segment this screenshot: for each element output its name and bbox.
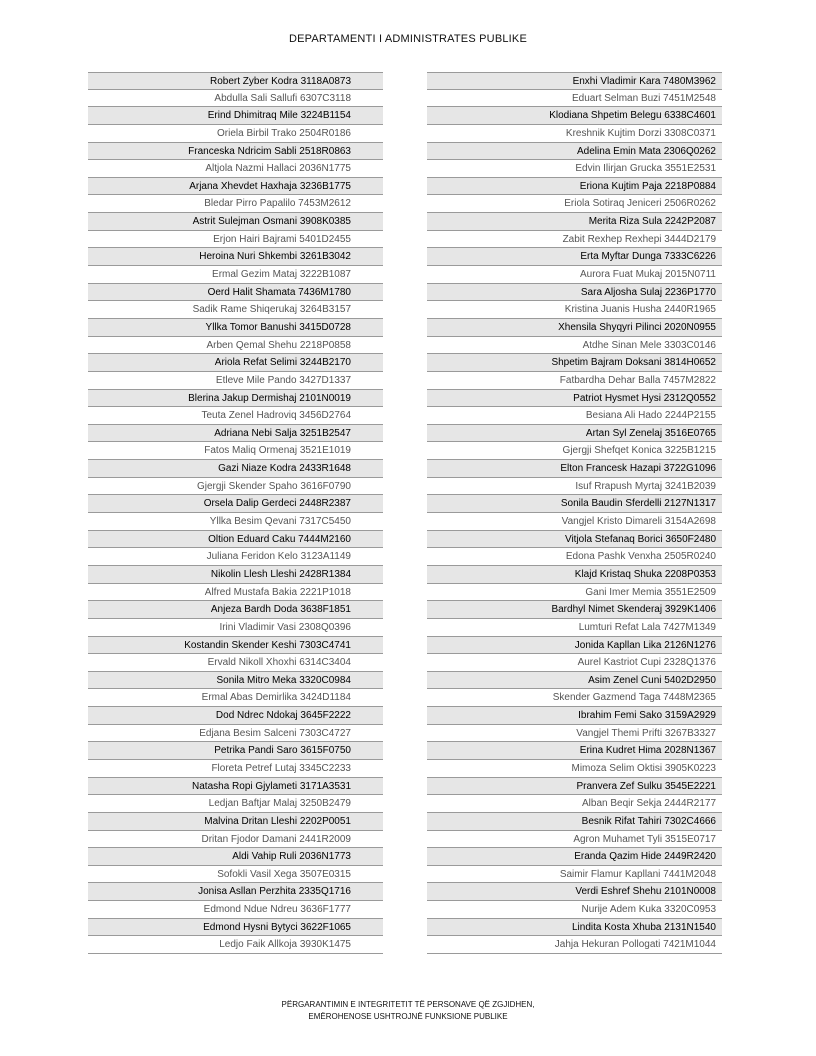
- right-list-row: Patriot Hysmet Hysi 2312Q0552: [427, 390, 722, 408]
- left-list-row: Dritan Fjodor Damani 2441R2009: [88, 831, 383, 849]
- left-list-row: Malvina Dritan Lleshi 2202P0051: [88, 813, 383, 831]
- right-list-row: Fatbardha Dehar Balla 7457M2822: [427, 372, 722, 390]
- right-list-row: Verdi Eshref Shehu 2101N0008: [427, 883, 722, 901]
- left-list-row: Aldi Vahip Ruli 2036N1773: [88, 848, 383, 866]
- right-list-row: Eriona Kujtim Paja 2218P0884: [427, 178, 722, 196]
- left-list-row: Edmond Hysni Bytyci 3622F1065: [88, 919, 383, 937]
- left-list-row: Edmond Ndue Ndreu 3636F1777: [88, 901, 383, 919]
- right-list-row: Eranda Qazim Hide 2449R2420: [427, 848, 722, 866]
- left-list-row: Petrika Pandi Saro 3615F0750: [88, 742, 383, 760]
- left-list-row: Ervald Nikoll Xhoxhi 6314C3404: [88, 654, 383, 672]
- left-list-row: Gjergji Skender Spaho 3616F0790: [88, 478, 383, 496]
- right-list-row: Saimir Flamur Kapllani 7441M2048: [427, 866, 722, 884]
- right-list-row: Erina Kudret Hima 2028N1367: [427, 742, 722, 760]
- right-list-row: Mimoza Selim Oktisi 3905K0223: [427, 760, 722, 778]
- left-list-row: Kostandin Skender Keshi 7303C4741: [88, 637, 383, 655]
- right-list-row: Klajd Kristaq Shuka 2208P0353: [427, 566, 722, 584]
- left-list-row: Adriana Nebi Salja 3251B2547: [88, 425, 383, 443]
- left-list-row: Yllka Besim Qevani 7317C5450: [88, 513, 383, 531]
- left-list-row: Anjeza Bardh Doda 3638F1851: [88, 601, 383, 619]
- left-list-row: Oltion Eduard Caku 7444M2160: [88, 531, 383, 549]
- left-list-row: Oriela Birbil Trako 2504R0186: [88, 125, 383, 143]
- left-list-row: Abdulla Sali Sallufi 6307C3118: [88, 90, 383, 108]
- left-list-row: Ledjan Baftjar Malaj 3250B2479: [88, 795, 383, 813]
- left-list-row: Nikolin Llesh Lleshi 2428R1384: [88, 566, 383, 584]
- right-list-row: Edvin Ilirjan Grucka 3551E2531: [427, 160, 722, 178]
- right-list-row: Aurora Fuat Mukaj 2015N0711: [427, 266, 722, 284]
- left-list-row: Irini Vladimir Vasi 2308Q0396: [88, 619, 383, 637]
- left-list-row: Oerd Halit Shamata 7436M1780: [88, 284, 383, 302]
- right-list-row: Sara Aljosha Sulaj 2236P1770: [427, 284, 722, 302]
- right-list-row: Eriola Sotiraq Jeniceri 2506R0262: [427, 195, 722, 213]
- left-list-row: Erjon Hairi Bajrami 5401D2455: [88, 231, 383, 249]
- right-list-row: Lumturi Refat Lala 7427M1349: [427, 619, 722, 637]
- right-list-row: Klodiana Shpetim Belegu 6338C4601: [427, 107, 722, 125]
- right-list-row: Gjergji Shefqet Konica 3225B1215: [427, 442, 722, 460]
- left-list-row: Edjana Besim Salceni 7303C4727: [88, 725, 383, 743]
- right-list-row: Bardhyl Nimet Skenderaj 3929K1406: [427, 601, 722, 619]
- left-list-row: Etleve Mile Pando 3427D1337: [88, 372, 383, 390]
- right-name-list: [427, 72, 722, 954]
- page-footer: [0, 999, 816, 1023]
- right-list-row: Besnik Rifat Tahiri 7302C4666: [427, 813, 722, 831]
- right-list-row: Eduart Selman Buzi 7451M2548: [427, 90, 722, 108]
- left-list-row: Sadik Rame Shiqerukaj 3264B3157: [88, 301, 383, 319]
- right-list-row: Vitjola Stefanaq Borici 3650F2480: [427, 531, 722, 549]
- right-list-row: Erta Myftar Dunga 7333C6226: [427, 248, 722, 266]
- right-list-row: Xhensila Shyqyri Pilinci 2020N0955: [427, 319, 722, 337]
- right-list-row: Pranvera Zef Sulku 3545E2221: [427, 778, 722, 796]
- right-list-row: Sonila Baudin Sferdelli 2127N1317: [427, 495, 722, 513]
- left-list-row: Arben Qemal Shehu 2218P0858: [88, 337, 383, 355]
- left-list-row: Robert Zyber Kodra 3118A0873: [88, 72, 383, 90]
- left-list-row: Floreta Petref Lutaj 3345C2233: [88, 760, 383, 778]
- left-list-row: Jonisa Asllan Perzhita 2335Q1716: [88, 883, 383, 901]
- left-list-row: Sonila Mitro Meka 3320C0984: [88, 672, 383, 690]
- right-list-row: Jonida Kapllan Lika 2126N1276: [427, 637, 722, 655]
- left-list-row: Natasha Ropi Gjylameti 3171A3531: [88, 778, 383, 796]
- left-name-list: [88, 72, 383, 954]
- left-list-row: Heroina Nuri Shkembi 3261B3042: [88, 248, 383, 266]
- right-list-row: Vangjel Kristo Dimareli 3154A2698: [427, 513, 722, 531]
- right-list-row: Merita Riza Sula 2242P2087: [427, 213, 722, 231]
- right-list-row: Nurije Adem Kuka 3320C0953: [427, 901, 722, 919]
- left-list-row: Juliana Feridon Kelo 3123A1149: [88, 548, 383, 566]
- right-list-row: Isuf Rrapush Myrtaj 3241B2039: [427, 478, 722, 496]
- right-list-row: Enxhi Vladimir Kara 7480M3962: [427, 72, 722, 90]
- left-list-row: Dod Ndrec Ndokaj 3645F2222: [88, 707, 383, 725]
- left-list-row: Blerina Jakup Dermishaj 2101N0019: [88, 390, 383, 408]
- footer-line-1: PËRGARANTIMIN E INTEGRITETIT TË PERSONAVE QË ZGJIDHEN,: [281, 1000, 535, 1009]
- footer-line-2: EMËROHENOSE USHTROJNË FUNKSIONE PUBLIKE: [308, 1012, 508, 1021]
- right-list-row: Elton Francesk Hazapi 3722G1096: [427, 460, 722, 478]
- right-list-row: Kreshnik Kujtim Dorzi 3308C0371: [427, 125, 722, 143]
- left-list-row: Arjana Xhevdet Haxhaja 3236B1775: [88, 178, 383, 196]
- right-list-row: Edona Pashk Venxha 2505R0240: [427, 548, 722, 566]
- left-list-row: Gazi Niaze Kodra 2433R1648: [88, 460, 383, 478]
- right-list-row: Vangjel Themi Prifti 3267B3327: [427, 725, 722, 743]
- right-list-row: Shpetim Bajram Doksani 3814H0652: [427, 354, 722, 372]
- left-list-row: Erind Dhimitraq Mile 3224B1154: [88, 107, 383, 125]
- left-list-row: Ermal Gezim Mataj 3222B1087: [88, 266, 383, 284]
- page-title: DEPARTAMENTI I ADMINISTRATES PUBLIKE: [288, 33, 528, 45]
- right-list-row: Skender Gazmend Taga 7448M2365: [427, 689, 722, 707]
- right-list-row: Ibrahim Femi Sako 3159A2929: [427, 707, 722, 725]
- right-list-row: Aurel Kastriot Cupi 2328Q1376: [427, 654, 722, 672]
- left-list-row: Altjola Nazmi Hallaci 2036N1775: [88, 160, 383, 178]
- right-list-row: Besiana Ali Hado 2244P2155: [427, 407, 722, 425]
- right-list-row: Gani Imer Memia 3551E2509: [427, 584, 722, 602]
- left-list-row: Orsela Dalip Gerdeci 2448R2387: [88, 495, 383, 513]
- left-list-row: Yllka Tomor Banushi 3415D0728: [88, 319, 383, 337]
- left-list-row: Alfred Mustafa Bakia 2221P1018: [88, 584, 383, 602]
- left-list-row: Ermal Abas Demirlika 3424D1184: [88, 689, 383, 707]
- left-list-row: Franceska Ndricim Sabli 2518R0863: [88, 143, 383, 161]
- right-list-row: Alban Beqir Sekja 2444R2177: [427, 795, 722, 813]
- right-list-row: Adelina Emin Mata 2306Q0262: [427, 143, 722, 161]
- right-list-row: Artan Syl Zenelaj 3516E0765: [427, 425, 722, 443]
- left-list-row: Fatos Maliq Ormenaj 3521E1019: [88, 442, 383, 460]
- right-list-row: Jahja Hekuran Pollogati 7421M1044: [427, 936, 722, 954]
- right-list-row: Agron Muhamet Tyli 3515E0717: [427, 831, 722, 849]
- left-list-row: Sofokli Vasil Xega 3507E0315: [88, 866, 383, 884]
- left-list-row: Astrit Sulejman Osmani 3908K0385: [88, 213, 383, 231]
- right-list-row: Atdhe Sinan Mele 3303C0146: [427, 337, 722, 355]
- left-list-row: Ariola Refat Selimi 3244B2170: [88, 354, 383, 372]
- left-list-row: Bledar Pirro Papalilo 7453M2612: [88, 195, 383, 213]
- left-list-row: Ledjo Faik Allkoja 3930K1475: [88, 936, 383, 954]
- right-list-row: Asim Zenel Cuni 5402D2950: [427, 672, 722, 690]
- right-list-row: Zabit Rexhep Rexhepi 3444D2179: [427, 231, 722, 249]
- right-list-row: Kristina Juanis Husha 2440R1965: [427, 301, 722, 319]
- right-list-row: Lindita Kosta Xhuba 2131N1540: [427, 919, 722, 937]
- left-list-row: Teuta Zenel Hadroviq 3456D2764: [88, 407, 383, 425]
